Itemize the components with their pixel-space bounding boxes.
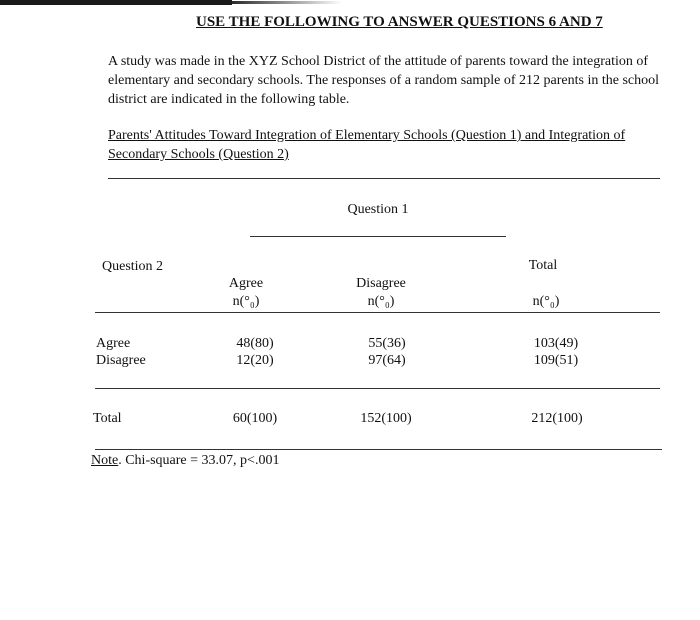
header-bottom-rule bbox=[95, 312, 660, 313]
column-group-label: Question 1 bbox=[347, 202, 409, 217]
cell-disagree-total: 109(51) bbox=[533, 353, 579, 368]
table-bottom-rule bbox=[95, 449, 662, 450]
column-header-disagree: Disagree bbox=[356, 276, 406, 291]
note-label: Note bbox=[91, 453, 119, 468]
row-label-total: Total bbox=[93, 411, 122, 426]
column-unit-total: n(°₀) bbox=[532, 294, 560, 309]
body-bottom-rule bbox=[95, 388, 660, 389]
column-group-rule bbox=[250, 236, 506, 237]
cell-disagree-disagree: 97(64) bbox=[368, 353, 406, 368]
column-unit-disagree: n(°₀) bbox=[367, 294, 395, 309]
table-title: Parents' Attitudes Toward Integration of Elementary Schools (Question 1) and Integration of Secondary Schools (Question 2) bbox=[108, 128, 626, 162]
cell-agree-disagree: 55(36) bbox=[368, 336, 406, 351]
intro-paragraph: A study was made in the XYZ School District of the attitude of parents toward the integration of elementary and secondary schools. The responses of a random sample of 212 parents in the school district are indicated in the following table. bbox=[108, 54, 660, 107]
row-group-label: Question 2 bbox=[102, 259, 164, 274]
note-text: . Chi-square = 33.07, p<.001 bbox=[118, 453, 280, 468]
column-header-total: Total bbox=[528, 258, 558, 273]
top-edge-shadow-fade bbox=[232, 1, 342, 4]
table-note bbox=[91, 453, 279, 469]
cell-disagree-agree: 12(20) bbox=[236, 353, 274, 368]
column-header-agree: Agree bbox=[228, 276, 264, 291]
top-edge-shadow bbox=[0, 0, 232, 5]
column-unit-agree: n(°₀) bbox=[232, 294, 260, 309]
cell-agree-agree: 48(80) bbox=[236, 336, 274, 351]
table-top-rule bbox=[108, 178, 660, 179]
cell-agree-total: 103(49) bbox=[533, 336, 579, 351]
cell-total-agree: 60(100) bbox=[232, 411, 278, 426]
row-label-agree: Agree bbox=[96, 336, 131, 351]
cell-total-total: 212(100) bbox=[531, 411, 583, 426]
cell-total-disagree: 152(100) bbox=[360, 411, 412, 426]
page-heading: USE THE FOLLOWING TO ANSWER QUESTIONS 6 AND 7 bbox=[196, 14, 603, 30]
row-label-disagree: Disagree bbox=[96, 353, 146, 368]
